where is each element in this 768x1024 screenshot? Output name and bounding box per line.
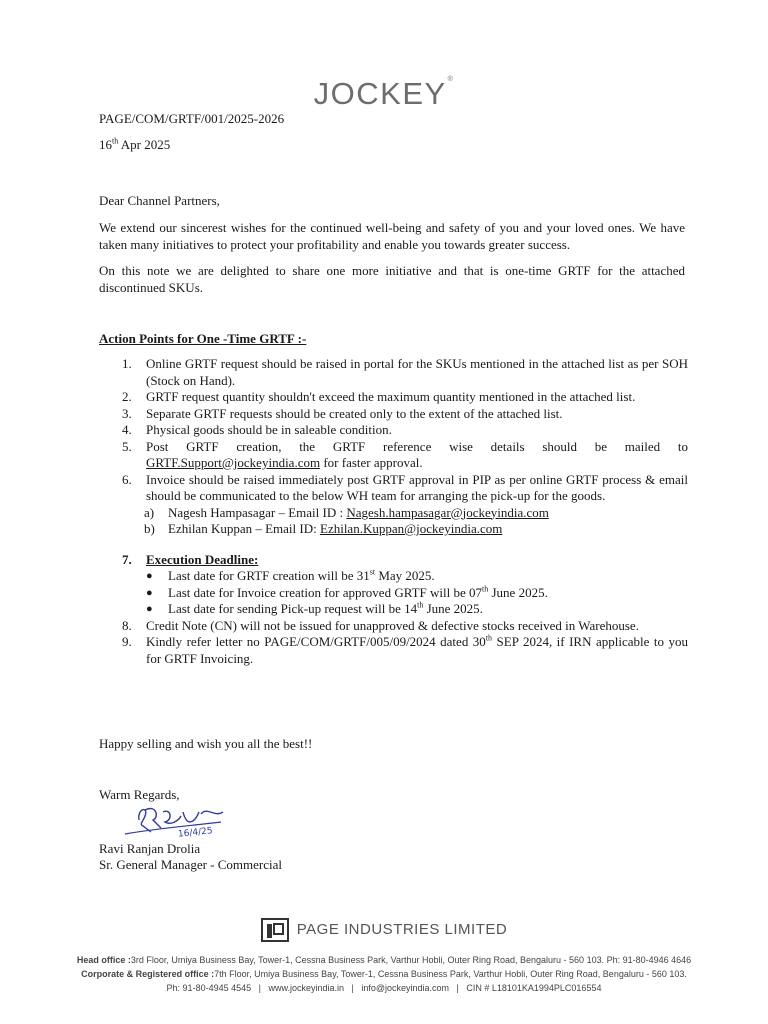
- head-office-address: Head office :3rd Floor, Umiya Business Bay, Tower-1, Cessna Business Park, Varthur Hobli, Outer Ring Road, Bengaluru - 560 103. Ph: 91-80-4946 4646: [76, 955, 692, 965]
- signature-date: 16/4/25: [177, 826, 214, 840]
- letter-date: 16th Apr 2025: [99, 136, 171, 152]
- contact-email-link[interactable]: Ezhilan.Kuppan@jockeyindia.com: [320, 521, 503, 536]
- closing-line: Happy selling and wish you all the best!!: [99, 736, 313, 751]
- list-item: 2. GRTF request quantity shouldn't exceed the maximum quantity mentioned in the attached list.: [122, 389, 636, 404]
- deadline-bullet: ● Last date for sending Pick-up request will be 14th June 2025.: [146, 600, 483, 616]
- reference-number: PAGE/COM/GRTF/001/2025-2026: [99, 111, 285, 126]
- deadline-bullet: ● Last date for GRTF creation will be 31st May 2025.: [146, 567, 435, 583]
- contact-line: Ph: 91-80-4945 4545 | www.jockeyindia.in | info@jockeyindia.com | CIN # L18101KA1994PLC016554: [166, 983, 602, 993]
- action-points-heading: Action Points for One -Time GRTF :-: [99, 331, 307, 346]
- deadline-heading: 7. Execution Deadline:: [122, 551, 259, 567]
- signatory-name: Ravi Ranjan Drolia: [99, 841, 201, 856]
- list-item: 5. Post GRTF creation, the GRTF reference wise details should be mailed to GRTF.Support@jockeyindia.com for faster approval.: [122, 438, 688, 470]
- list-item: 8. Credit Note (CN) will not be issued for unapproved & defective stocks received in Warehouse.: [122, 617, 639, 633]
- regards-line: Warm Regards,: [99, 787, 180, 802]
- contact-item: a) Nagesh Hampasagar – Email ID : Nagesh.hampasagar@jockeyindia.com: [144, 504, 549, 520]
- list-item: 6. Invoice should be raised immediately post GRTF approval in PIP as per online GRTF process & email should be communicated to the below WH team for arranging the pick-up for the goods.: [122, 471, 688, 503]
- list-item: 3. Separate GRTF requests should be created only to the extent of the attached list.: [122, 405, 563, 421]
- logo-trademark: ®: [447, 76, 455, 83]
- intro-paragraph: We extend our sincerest wishes for the continued well-being and safety of you and your loved ones. We have taken many initiatives to protect your profitability and enable you towards greater success.: [99, 220, 685, 252]
- jockey-logo: [0, 76, 768, 112]
- logo-text: JOCKEY: [313, 76, 447, 111]
- contact-email-link[interactable]: Nagesh.hampasagar@jockeyindia.com: [346, 504, 549, 520]
- support-email-link[interactable]: GRTF.Support@jockeyindia.com: [146, 455, 321, 470]
- company-logo: [0, 918, 768, 942]
- list-item: 4. Physical goods should be in saleable condition.: [122, 422, 392, 437]
- page-industries-icon: [261, 918, 289, 942]
- action-points-list: [122, 356, 688, 667]
- initiative-paragraph: On this note we are delighted to share one more initiative and that is one-time GRTF for the attached discontinued SKUs.: [99, 263, 685, 295]
- list-item: 1. Online GRTF request should be raised in portal for the SKUs mentioned in the attached list as per SOH (Stock on Hand).: [122, 356, 688, 388]
- deadline-bullet: ● Last date for Invoice creation for approved GRTF will be 07th June 2025.: [146, 584, 548, 600]
- list-item: 9. Kindly refer letter no PAGE/COM/GRTF/005/09/2024 dated 30th SEP 2024, if IRN applicable to you for GRTF Invoicing.: [122, 633, 688, 666]
- signatory-designation: Sr. General Manager - Commercial: [99, 857, 283, 872]
- salutation: Dear Channel Partners,: [99, 193, 220, 208]
- corporate-office-address: Corporate & Registered office :7th Floor, Umiya Business Bay, Tower-1, Cessna Business Park, Varthur Hobli, Outer Ring Road, Bengaluru - 560 103.: [81, 969, 687, 979]
- contact-item: b) Ezhilan Kuppan – Email ID: Ezhilan.Kuppan@jockeyindia.com: [144, 521, 503, 536]
- handwritten-signature: [99, 798, 229, 844]
- company-name: PAGE INDUSTRIES LIMITED: [296, 920, 508, 938]
